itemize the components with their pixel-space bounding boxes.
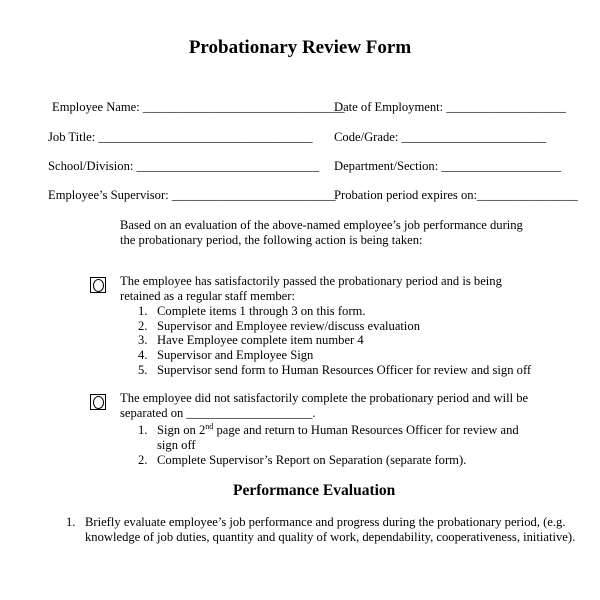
list-item: 1. Complete items 1 through 3 on this form. <box>138 304 366 318</box>
evaluation-item-line-1: Briefly evaluate employee’s job performance and progress during the probationary period, (e.g. <box>85 515 566 529</box>
option2-step-1-cont: sign off <box>157 438 196 452</box>
intro-line-2: the probationary period, the following action is being taken: <box>120 233 423 247</box>
option1-line-2: retained as a regular staff member: <box>120 289 295 303</box>
list-item: 4. Supervisor and Employee Sign <box>138 348 314 363</box>
department-section-field[interactable]: Department/Section: ___________________ <box>334 159 562 173</box>
option1-line-1: The employee has satisfactorily passed the probationary period and is being <box>120 274 502 288</box>
date-of-employment-field[interactable]: Date of Employment: ___________________ <box>334 100 566 114</box>
employee-supervisor-field[interactable]: Employee’s Supervisor: __________________________ <box>48 188 336 202</box>
not-passed-checkbox[interactable] <box>90 394 106 410</box>
list-item: 2. Supervisor and Employee review/discuss evaluation <box>138 318 421 333</box>
option2-line-2: separated on ____________________. <box>120 406 316 420</box>
intro-line-1: Based on an evaluation of the above-named employee’s job performance during <box>120 218 523 232</box>
section-heading: Performance Evaluation <box>233 482 396 499</box>
list-item: 3. Have Employee complete item number 4 <box>138 333 364 348</box>
employee-name-field[interactable]: Employee Name: ________________________________ <box>52 100 345 114</box>
option2-step-2: 2. Complete Supervisor’s Report on Separation (separate form). <box>138 453 467 467</box>
job-title-field[interactable]: Job Title: __________________________________ <box>48 130 313 144</box>
evaluation-item-line-2: knowledge of job duties, quantity and quality of work, dependability, cooperativeness, initiative). <box>85 530 576 544</box>
probation-expires-field[interactable]: Probation period expires on:________________ <box>334 188 578 202</box>
option1-steps <box>138 304 531 378</box>
evaluation-item-number: 1. <box>66 515 76 529</box>
page-title: Probationary Review Form <box>188 37 412 58</box>
school-division-field[interactable]: School/Division: _____________________________ <box>48 159 320 173</box>
passed-checkbox[interactable] <box>90 277 106 293</box>
option2-step-1: 1. Sign on 2nd page and return to Human Resources Officer for review and <box>138 421 519 437</box>
code-grade-field[interactable]: Code/Grade: _______________________ <box>334 130 547 144</box>
option2-line-1: The employee did not satisfactorily complete the probationary period and will be <box>120 391 529 405</box>
list-item: 5. Supervisor send form to Human Resources Officer for review and sign off <box>138 362 532 377</box>
